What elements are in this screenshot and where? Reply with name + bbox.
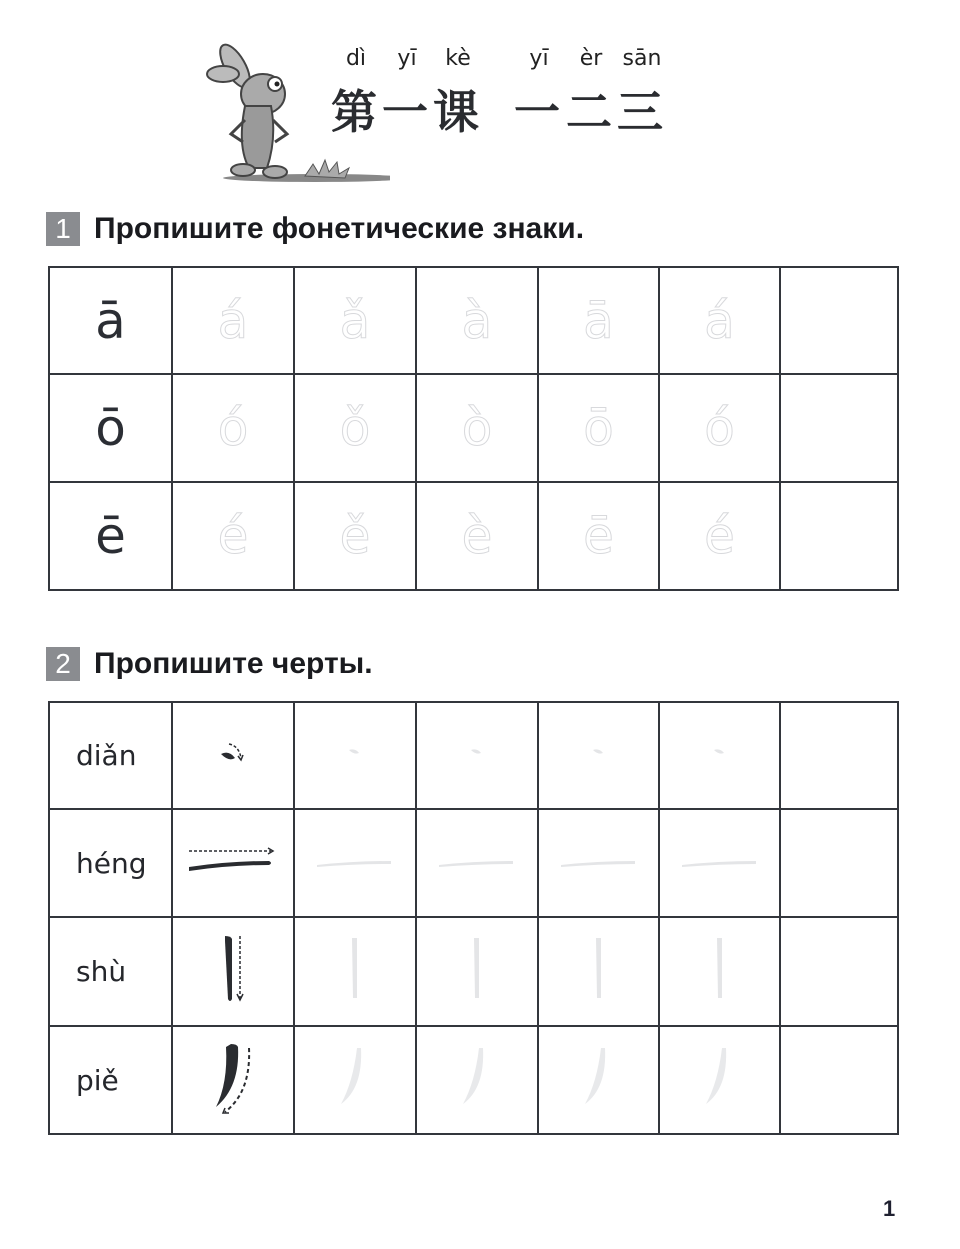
trace-cell[interactable]	[416, 374, 538, 482]
trace-cell[interactable]	[659, 1026, 780, 1134]
trace-cell[interactable]	[538, 1026, 659, 1134]
title-pinyin: kè	[445, 46, 471, 71]
trace-cell[interactable]	[538, 809, 659, 917]
title-hanzi: 课	[433, 85, 479, 139]
trace-cell[interactable]	[172, 482, 294, 590]
model-letter: ā	[95, 291, 126, 350]
dot-trace-icon	[569, 734, 629, 774]
title-hanzi: 第	[331, 85, 377, 139]
stroke-pinyin: diǎn	[76, 739, 137, 772]
trace-cell[interactable]	[659, 917, 780, 1026]
dot-trace-icon	[690, 734, 750, 774]
section-1-heading	[46, 212, 584, 246]
trace-letter: á	[217, 291, 249, 350]
trace-cell[interactable]	[538, 482, 659, 590]
vertical-trace-icon	[330, 930, 380, 1010]
section-2-heading	[46, 647, 373, 681]
model-stroke-cell	[172, 917, 294, 1026]
section-number-badge: 1	[46, 212, 80, 246]
trace-cell[interactable]	[538, 374, 659, 482]
left-falling-trace-icon	[325, 1038, 385, 1118]
vertical-trace-icon	[574, 930, 624, 1010]
blank-cell[interactable]	[780, 482, 898, 590]
trace-cell[interactable]	[294, 374, 416, 482]
title-pinyin: èr	[579, 46, 603, 71]
model-cell	[49, 482, 172, 590]
trace-cell[interactable]	[538, 917, 659, 1026]
title-hanzi: 三	[617, 85, 663, 139]
title-pinyin: sān	[622, 46, 662, 71]
trace-cell[interactable]	[659, 702, 780, 809]
model-stroke-cell	[172, 702, 294, 809]
title-pinyin: dì	[345, 46, 367, 71]
trace-cell[interactable]	[294, 1026, 416, 1134]
trace-cell[interactable]	[294, 482, 416, 590]
trace-cell[interactable]	[416, 702, 538, 809]
dot-stroke-icon	[203, 734, 263, 774]
stroke-name-cell	[49, 809, 172, 917]
stroke-pinyin: shù	[76, 955, 127, 988]
vertical-stroke-icon	[208, 930, 258, 1010]
trace-cell[interactable]	[659, 809, 780, 917]
title-pinyin: yī	[529, 46, 549, 71]
trace-cell[interactable]	[294, 702, 416, 809]
trace-cell[interactable]	[538, 267, 659, 374]
vertical-trace-icon	[452, 930, 502, 1010]
trace-cell[interactable]	[294, 917, 416, 1026]
tone-marks-grid	[48, 266, 899, 591]
blank-cell[interactable]	[780, 267, 898, 374]
strokes-grid	[48, 701, 899, 1135]
stroke-name-cell	[49, 917, 172, 1026]
trace-cell[interactable]	[416, 917, 538, 1026]
trace-letter: é	[217, 507, 249, 565]
blank-cell[interactable]	[780, 702, 898, 809]
trace-cell[interactable]	[659, 267, 780, 374]
trace-letter: ě	[339, 507, 371, 565]
trace-cell[interactable]	[294, 809, 416, 917]
horizontal-trace-icon	[305, 841, 405, 881]
dot-trace-icon	[447, 734, 507, 774]
trace-cell[interactable]	[294, 267, 416, 374]
left-falling-trace-icon	[447, 1038, 507, 1118]
trace-cell[interactable]	[416, 482, 538, 590]
trace-letter: é	[704, 507, 735, 565]
trace-cell[interactable]	[172, 374, 294, 482]
trace-cell[interactable]	[416, 267, 538, 374]
page-number: 1	[883, 1196, 896, 1221]
stroke-name-cell	[49, 702, 172, 809]
trace-cell[interactable]	[659, 482, 780, 590]
title-pinyin: yī	[397, 46, 417, 71]
horizontal-trace-icon	[427, 841, 527, 881]
stroke-pinyin: héng	[76, 846, 147, 880]
model-letter: ō	[95, 399, 126, 457]
trace-cell[interactable]	[416, 809, 538, 917]
trace-letter: ǒ	[339, 399, 371, 457]
blank-cell[interactable]	[780, 1026, 898, 1134]
model-letter: ē	[95, 507, 126, 565]
model-stroke-cell	[172, 1026, 294, 1134]
blank-cell[interactable]	[780, 374, 898, 482]
stroke-name-cell	[49, 1026, 172, 1134]
trace-letter: ó	[704, 399, 735, 457]
left-falling-stroke-icon	[203, 1038, 263, 1118]
stroke-pinyin: piě	[76, 1063, 119, 1097]
horizontal-trace-icon	[549, 841, 649, 881]
trace-letter: à	[461, 291, 493, 350]
title-hanzi: 一	[514, 85, 560, 139]
trace-letter: ǎ	[339, 291, 371, 350]
trace-letter: ó	[217, 399, 249, 457]
section-title: Пропишите фонетические знаки.	[94, 212, 585, 245]
horizontal-trace-icon	[670, 841, 770, 881]
trace-cell[interactable]	[416, 1026, 538, 1134]
trace-letter: ò	[461, 399, 493, 457]
model-cell	[49, 374, 172, 482]
horizontal-stroke-icon	[183, 841, 283, 881]
blank-cell[interactable]	[780, 809, 898, 917]
section-title: Пропишите черты.	[94, 647, 373, 680]
trace-cell[interactable]	[538, 702, 659, 809]
left-falling-trace-icon	[569, 1038, 629, 1118]
section-number-badge: 2	[46, 647, 80, 681]
title-hanzi: 二	[566, 85, 612, 139]
trace-cell[interactable]	[659, 374, 780, 482]
trace-letter: ō	[583, 399, 614, 457]
model-stroke-cell	[172, 809, 294, 917]
blank-cell[interactable]	[780, 917, 898, 1026]
trace-letter: á	[704, 291, 735, 350]
trace-letter: ā	[583, 291, 614, 350]
dot-trace-icon	[325, 734, 385, 774]
trace-cell[interactable]	[172, 267, 294, 374]
trace-letter: ē	[583, 507, 614, 565]
trace-letter: è	[461, 507, 493, 565]
left-falling-trace-icon	[690, 1038, 750, 1118]
vertical-trace-icon	[695, 930, 745, 1010]
title-hanzi: 一	[382, 85, 428, 139]
model-cell	[49, 267, 172, 374]
